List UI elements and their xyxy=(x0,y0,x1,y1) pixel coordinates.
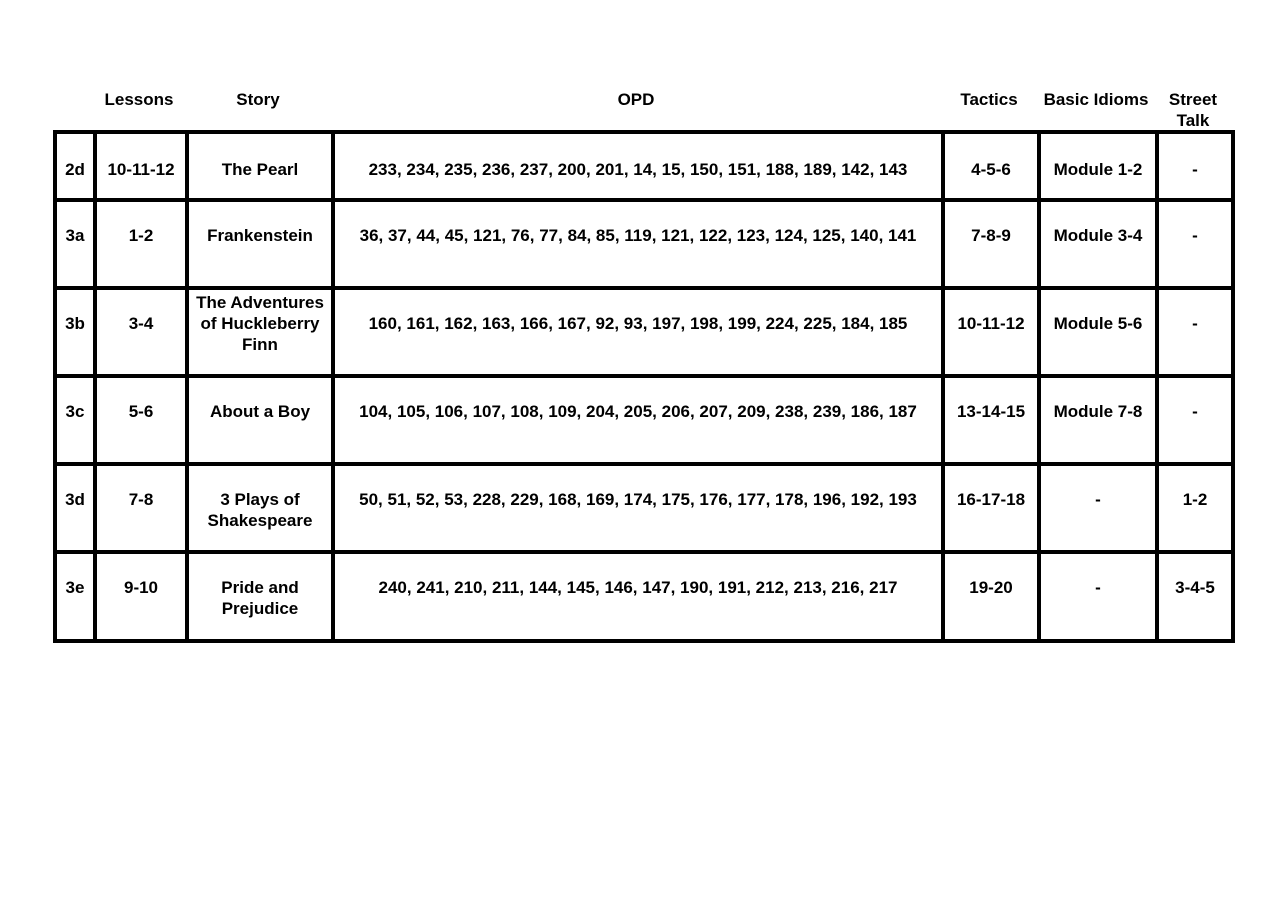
cell-code xyxy=(55,288,95,376)
cell-opd xyxy=(333,376,943,464)
header-tactics: Tactics xyxy=(960,90,1018,109)
cell-street-talk xyxy=(1157,132,1233,200)
cell-story xyxy=(187,132,333,200)
cell-story-text: Frankenstein xyxy=(207,226,313,245)
cell-code-text: 3e xyxy=(65,578,85,597)
cell-basic-idioms xyxy=(1039,552,1157,641)
cell-tactics xyxy=(943,288,1039,376)
header-street-talk: Street Talk xyxy=(1168,90,1218,130)
header-story: Story xyxy=(236,90,280,109)
cell-opd-text: 160, 161, 162, 163, 166, 167, 92, 93, 197, 198, 199, 224, 225, 184, 185 xyxy=(368,314,908,333)
cell-story-text: Pride and Prejudice xyxy=(221,578,299,618)
cell-basic-idioms-text: Module 7-8 xyxy=(1053,402,1143,421)
cell-opd-text: 36, 37, 44, 45, 121, 76, 77, 84, 85, 119, 121, 122, 123, 124, 125, 140, 141 xyxy=(359,226,917,245)
cell-opd xyxy=(333,552,943,641)
cell-tactics-text: 13-14-15 xyxy=(956,402,1026,421)
cell-tactics xyxy=(943,464,1039,552)
cell-tactics-text: 19-20 xyxy=(969,578,1013,597)
cell-tactics xyxy=(943,552,1039,641)
cell-code xyxy=(55,132,95,200)
cell-basic-idioms-text: Module 1-2 xyxy=(1053,160,1143,179)
table-row xyxy=(55,552,1233,641)
cell-story xyxy=(187,376,333,464)
cell-opd-text: 240, 241, 210, 211, 144, 145, 146, 147, 190, 191, 212, 213, 216, 217 xyxy=(378,578,898,597)
cell-street-talk-text: 3-4-5 xyxy=(1175,578,1215,597)
cell-opd-text: 104, 105, 106, 107, 108, 109, 204, 205, 206, 207, 209, 238, 239, 186, 187 xyxy=(359,402,917,421)
header-code xyxy=(53,88,93,131)
cell-tactics-text: 4-5-6 xyxy=(971,160,1011,179)
table-row xyxy=(55,288,1233,376)
cell-code xyxy=(55,552,95,641)
cell-basic-idioms xyxy=(1039,376,1157,464)
cell-basic-idioms xyxy=(1039,288,1157,376)
cell-story-text: 3 Plays of Shakespeare xyxy=(207,490,313,530)
cell-basic-idioms xyxy=(1039,464,1157,552)
cell-code-text: 3d xyxy=(65,490,85,509)
cell-story xyxy=(187,464,333,552)
cell-lessons xyxy=(95,376,187,464)
cell-lessons xyxy=(95,200,187,288)
cell-street-talk-text: 1-2 xyxy=(1182,490,1208,509)
cell-lessons xyxy=(95,132,187,200)
cell-tactics xyxy=(943,376,1039,464)
cell-code xyxy=(55,200,95,288)
header-opd: OPD xyxy=(617,90,655,109)
cell-lessons-text: 1-2 xyxy=(128,226,154,245)
cell-opd-text: 233, 234, 235, 236, 237, 200, 201, 14, 15, 150, 151, 188, 189, 142, 143 xyxy=(368,160,908,179)
curriculum-sheet xyxy=(53,88,1231,643)
cell-opd xyxy=(333,288,943,376)
cell-tactics-text: 16-17-18 xyxy=(956,490,1026,509)
cell-story-text: About a Boy xyxy=(209,402,311,421)
table-row xyxy=(55,132,1233,200)
cell-code-text: 2d xyxy=(65,160,85,179)
cell-story-text: The Adventures of Huckleberry Finn xyxy=(196,293,324,354)
table-header xyxy=(53,88,1231,130)
cell-story xyxy=(187,288,333,376)
cell-lessons-text: 9-10 xyxy=(123,578,159,597)
cell-basic-idioms-text: Module 3-4 xyxy=(1053,226,1143,245)
cell-lessons-text: 5-6 xyxy=(128,402,154,421)
cell-opd xyxy=(333,200,943,288)
cell-story xyxy=(187,552,333,641)
cell-lessons xyxy=(95,464,187,552)
cell-tactics xyxy=(943,200,1039,288)
cell-lessons xyxy=(95,552,187,641)
cell-street-talk-text: - xyxy=(1192,402,1198,421)
cell-street-talk xyxy=(1157,464,1233,552)
cell-basic-idioms xyxy=(1039,132,1157,200)
cell-street-talk-text: - xyxy=(1192,160,1198,179)
cell-code xyxy=(55,464,95,552)
cell-opd-text: 50, 51, 52, 53, 228, 229, 168, 169, 174, 175, 176, 177, 178, 196, 192, 193 xyxy=(359,490,917,509)
cell-basic-idioms xyxy=(1039,200,1157,288)
cell-tactics-text: 10-11-12 xyxy=(957,314,1025,333)
cell-lessons-text: 10-11-12 xyxy=(107,160,175,179)
cell-street-talk-text: - xyxy=(1192,314,1198,333)
cell-code-text: 3a xyxy=(65,226,85,245)
cell-tactics xyxy=(943,132,1039,200)
cell-lessons-text: 7-8 xyxy=(128,490,154,509)
header-basic-idioms: Basic Idioms xyxy=(1043,90,1149,109)
cell-lessons-text: 3-4 xyxy=(128,314,154,333)
curriculum-table xyxy=(53,130,1235,643)
cell-lessons xyxy=(95,288,187,376)
cell-basic-idioms-text: - xyxy=(1095,578,1101,597)
header-lessons: Lessons xyxy=(104,90,174,109)
table-row xyxy=(55,464,1233,552)
cell-tactics-text: 7-8-9 xyxy=(971,226,1011,245)
cell-street-talk xyxy=(1157,288,1233,376)
cell-code xyxy=(55,376,95,464)
cell-street-talk xyxy=(1157,376,1233,464)
cell-street-talk xyxy=(1157,200,1233,288)
cell-code-text: 3b xyxy=(65,314,85,333)
cell-street-talk xyxy=(1157,552,1233,641)
cell-code-text: 3c xyxy=(65,402,85,421)
cell-street-talk-text: - xyxy=(1192,226,1198,245)
table-row xyxy=(55,200,1233,288)
cell-basic-idioms-text: - xyxy=(1095,490,1101,509)
cell-basic-idioms-text: Module 5-6 xyxy=(1053,314,1143,333)
cell-opd xyxy=(333,132,943,200)
table-row xyxy=(55,376,1233,464)
cell-story-text: The Pearl xyxy=(221,160,299,179)
cell-story xyxy=(187,200,333,288)
cell-opd xyxy=(333,464,943,552)
